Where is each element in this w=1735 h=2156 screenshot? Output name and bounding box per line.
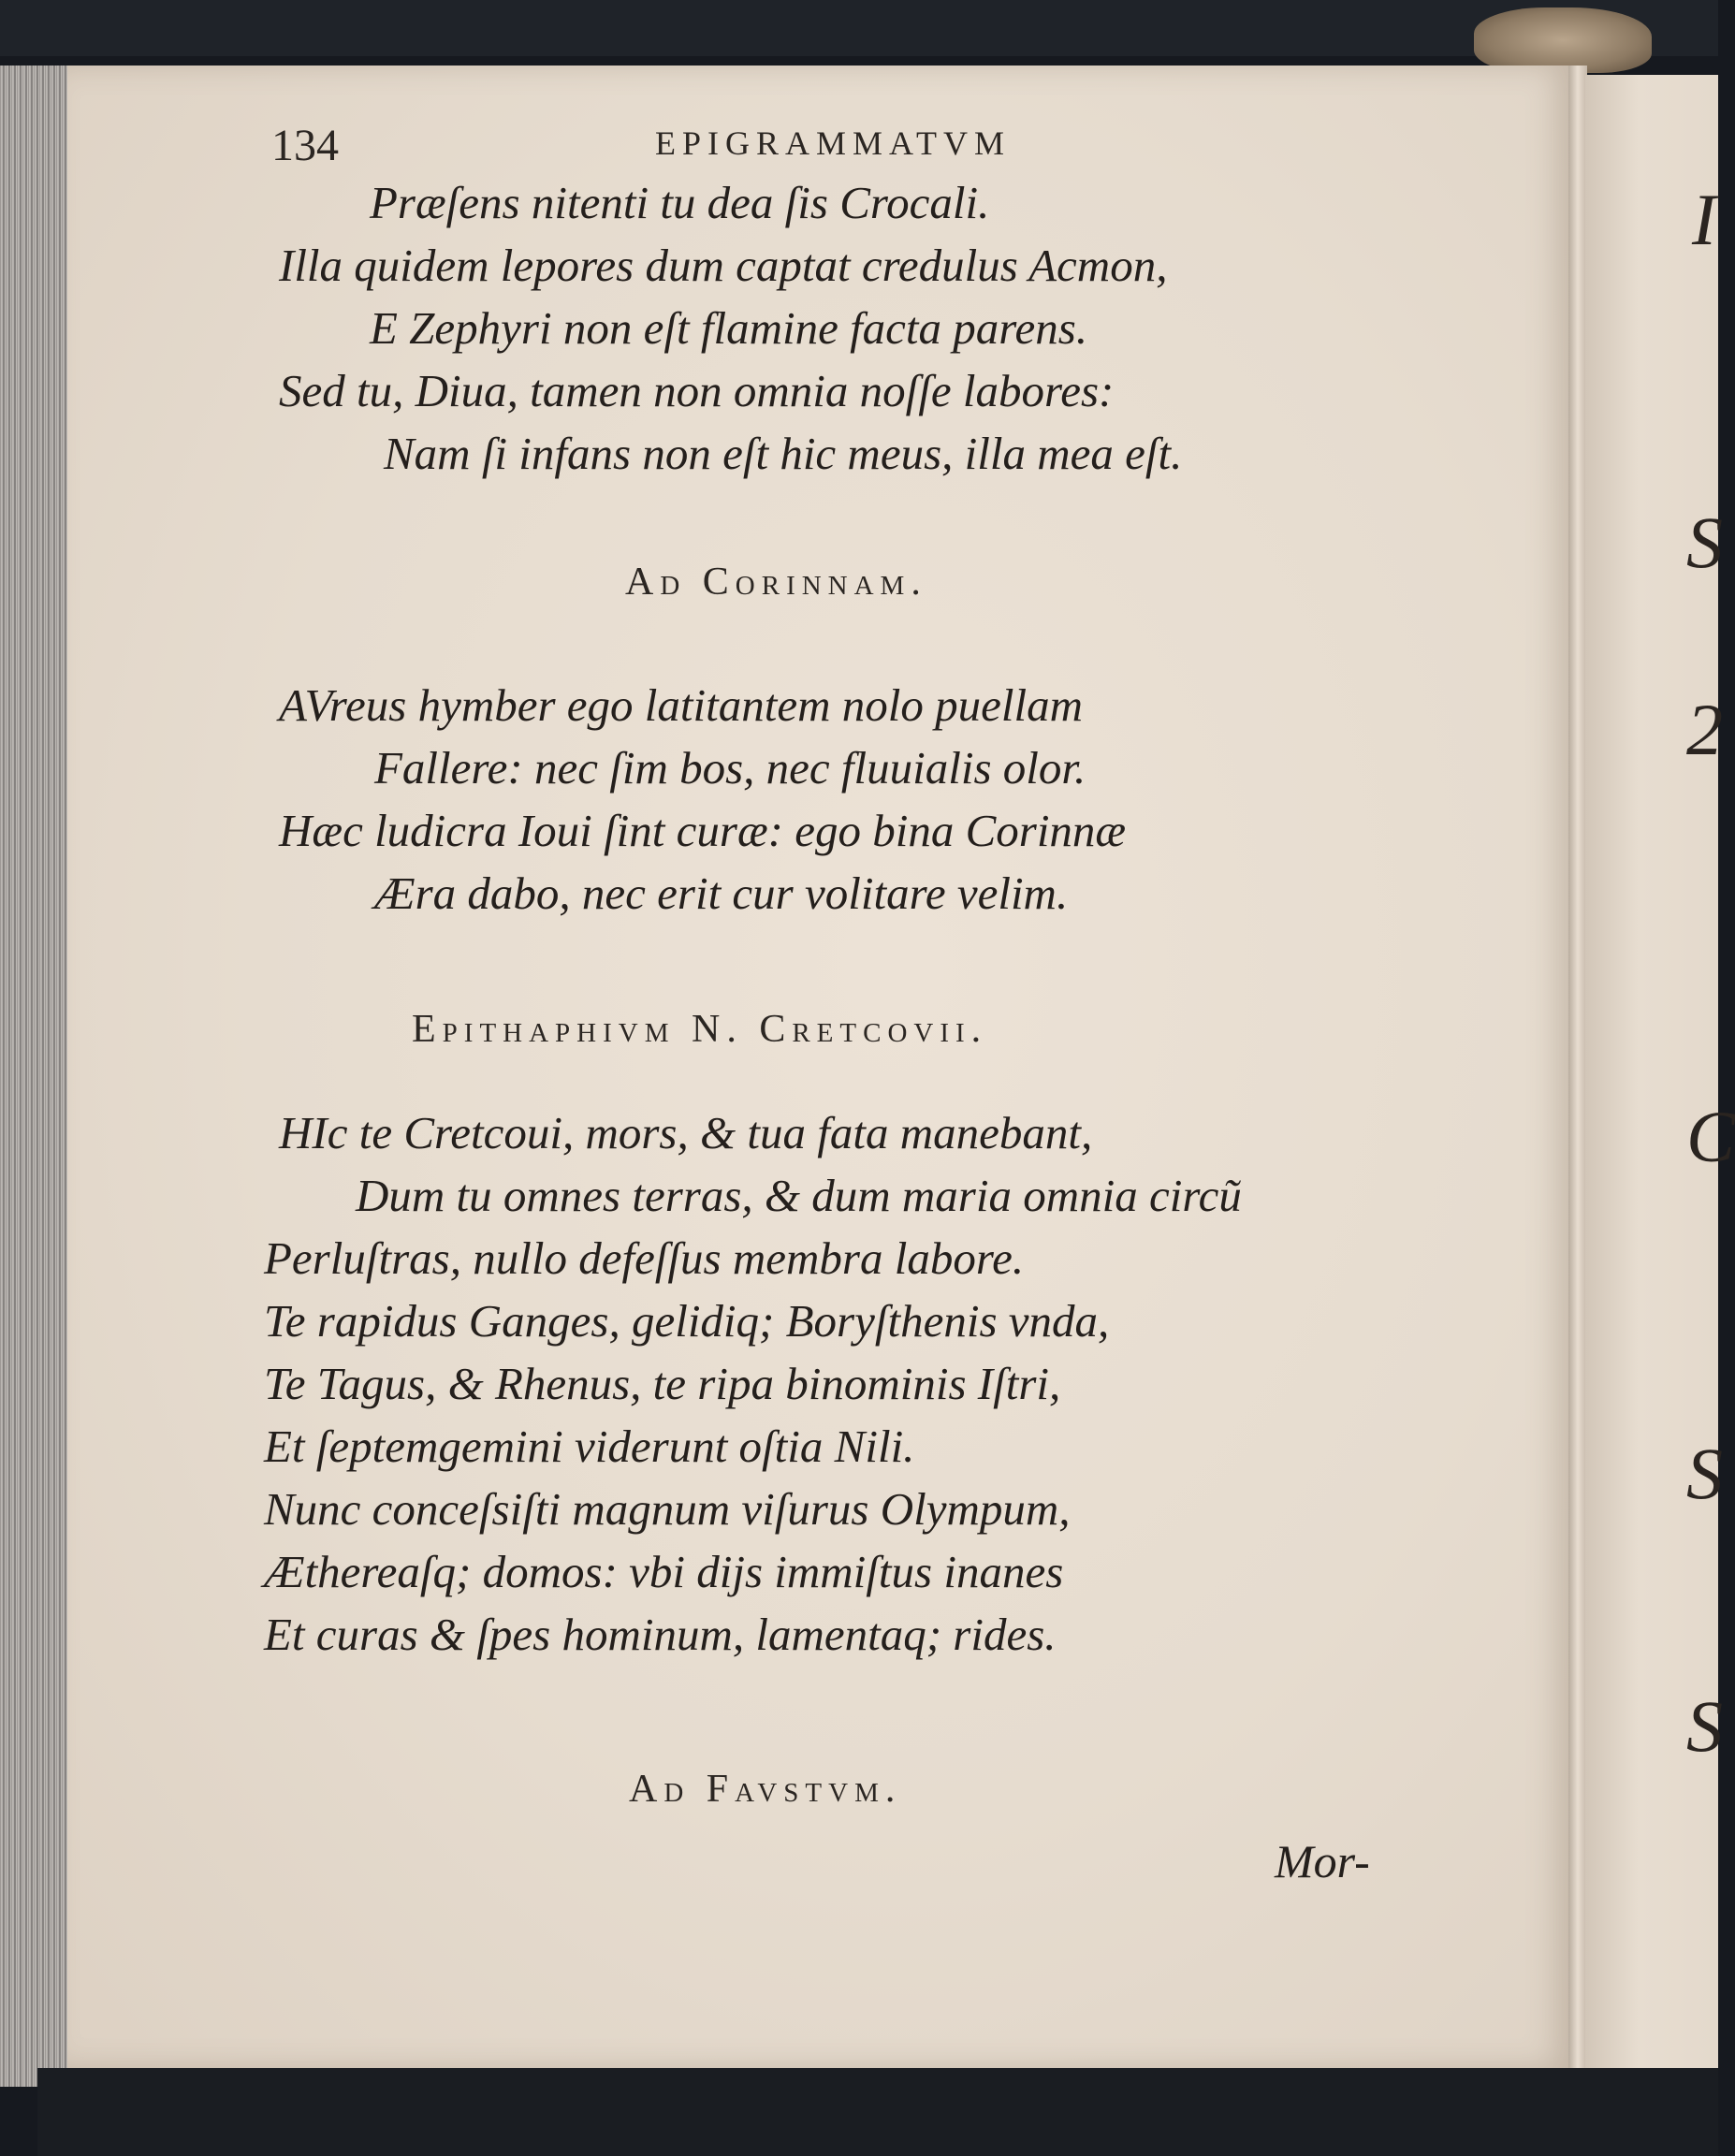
facing-page-glyph: I [1692, 179, 1716, 260]
verse-line: HIc te Cretcoui, mors, & tua fata manebant, [279, 1107, 1093, 1158]
verse-line: Et curas & ſpes hominum, lamentaq; rides. [264, 1609, 1057, 1660]
running-title: EPIGRAMMATVM [655, 124, 1012, 162]
verse-line: E Zephyri non eſt flamine facta parens. [370, 302, 1088, 354]
running-head [271, 120, 1170, 170]
facing-page-glyph: S [1686, 1433, 1723, 1514]
verse-line: Hæc ludicra Ioui ſint curæ: ego bina Corinnæ [279, 805, 1127, 856]
verse-line: Nam ſi infans non eſt hic meus, illa mea eſt. [384, 428, 1183, 479]
facing-page-glyph: C [1686, 1096, 1735, 1177]
verse-line: Illa quidem lepores dum captat credulus Acmon, [279, 240, 1168, 291]
scan-background-bottom [37, 2068, 1718, 2156]
poem-heading: Ad Corinnam. [625, 561, 927, 604]
verse-line: Dum tu omnes terras, & dum maria omnia circũ [356, 1170, 1242, 1221]
verse-line: Nunc conceſsiſti magnum viſurus Olympum, [264, 1483, 1071, 1535]
verse-line: Fallere: nec ſim bos, nec fluuialis olor. [374, 742, 1086, 794]
page-tab-marker [1474, 7, 1652, 73]
verse-line: Et ſeptemgemini viderunt oſtia Nili. [264, 1420, 915, 1472]
book-gutter [1568, 66, 1587, 2068]
verse-line: AVreus hymber ego latitantem nolo puellam [279, 679, 1083, 731]
facing-page-glyph: S [1686, 502, 1723, 583]
verse-line: Præſens nitenti tu dea ſis Crocali. [370, 177, 990, 228]
verse-line: Perluſtras, nullo defeſſus membra labore. [264, 1232, 1025, 1284]
page-number: 134 [271, 121, 339, 170]
verse-line: Æthereaſq; domos: vbi dijs immiſtus inanes [264, 1546, 1064, 1597]
poem-heading: Ad Favstvm. [629, 1768, 902, 1811]
verse-line: Sed tu, Diua, tamen non omnia noſſe labores: [279, 365, 1115, 416]
verse-line: Te Tagus, & Rhenus, te ripa binominis Iſtri, [264, 1358, 1061, 1409]
verse-line: Æra dabo, nec erit cur volitare velim. [374, 867, 1069, 919]
right-page-edge [1585, 75, 1735, 2068]
facing-page-glyph: S [1686, 1685, 1723, 1767]
catchword: Mor- [1275, 1835, 1370, 1887]
facing-page-glyph: 2 [1686, 689, 1723, 770]
scan-background-top [0, 0, 1718, 56]
verse-line: Te rapidus Ganges, gelidiq; Boryſthenis vnda, [264, 1295, 1110, 1347]
poem-heading: Epithaphivm N. Cretcovii. [412, 1008, 988, 1051]
